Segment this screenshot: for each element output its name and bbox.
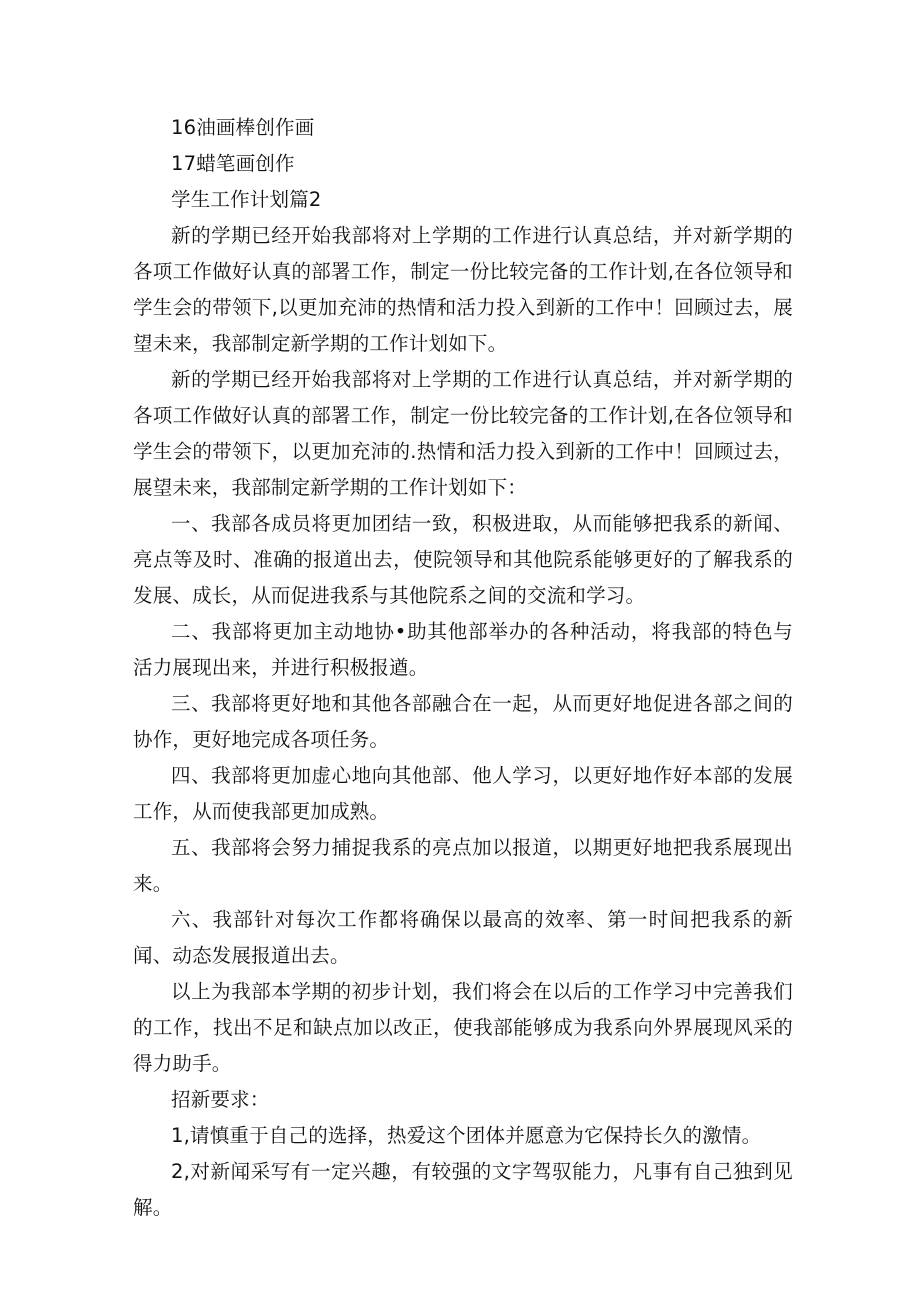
recruitment-item-2: 2,对新闻采写有一定兴趣，有较强的文字驾驭能力，凡事有自己独到见解。 <box>133 1160 793 1219</box>
plan-item-5: 五、我部将会努力捕捉我系的亮点加以报道，以期更好地把我系展现出来。 <box>133 836 793 895</box>
paragraph-intro-1: 新的学期已经开始我部将对上学期的工作进行认真总结，并对新学期的各项工作做好认真的部署工作，制定一份比较完备的工作计划,在各位领导和学生会的带领下,以更加充沛的热情和活力投入到新的工作中！回顾过去，展望未来，我部制定新学期的工作计划如下。 <box>133 224 793 355</box>
recruitment-heading: 招新要求： <box>171 1088 270 1111</box>
plan-item-3: 三、我部将更好地和其他各部融合在一起，从而更好地促进各部之间的协作，更好地完成各项任务。 <box>133 692 793 751</box>
recruitment-item-1: 1,请慎重于自己的选择，热爱这个团体并愿意为它保持长久的激情。 <box>171 1124 762 1147</box>
paragraph-intro-2: 新的学期已经开始我部将对上学期的工作进行认真总结，并对新学期的各项工作做好认真的部署工作，制定一份比较完备的工作计划,在各位领导和学生会的带领下，以更加充沛的.热情和活力投入到新的工作中！回顾过去，展望未来，我部制定新学期的工作计划如下： <box>133 368 793 499</box>
conclusion-paragraph: 以上为我部本学期的初步计划，我们将会在以后的工作学习中完善我们的工作，找出不足和缺点加以改正，使我部能够成为我系向外界展现风采的得力助手。 <box>133 980 793 1075</box>
plan-item-1: 一、我部各成员将更加团结一致，积极进取，从而能够把我系的新闻、亮点等及时、准确的报道出去，使院领导和其他院系能够更好的了解我系的发展、成长，从而促进我系与其他院系之间的交流和学习。 <box>133 512 793 607</box>
plan-item-6: 六、我部针对每次工作都将确保以最高的效率、第一时间把我系的新闻、动态发展报道出去。 <box>133 908 793 967</box>
plan-item-4: 四、我部将更加虚心地向其他部、他人学习，以更好地作好本部的发展工作，从而使我部更加成熟。 <box>133 764 793 823</box>
list-item-17: 17蜡笔画创作 <box>171 152 295 175</box>
plan-item-2: 二、我部将更加主动地协•助其他部举办的各种活动，将我部的特色与活力展现出来，并进行积极报遒。 <box>133 620 793 679</box>
list-item-16: 16油画棒创作画 <box>171 116 315 139</box>
section-heading: 学生工作计划篇2 <box>171 188 322 211</box>
document-body <box>133 110 793 1226</box>
